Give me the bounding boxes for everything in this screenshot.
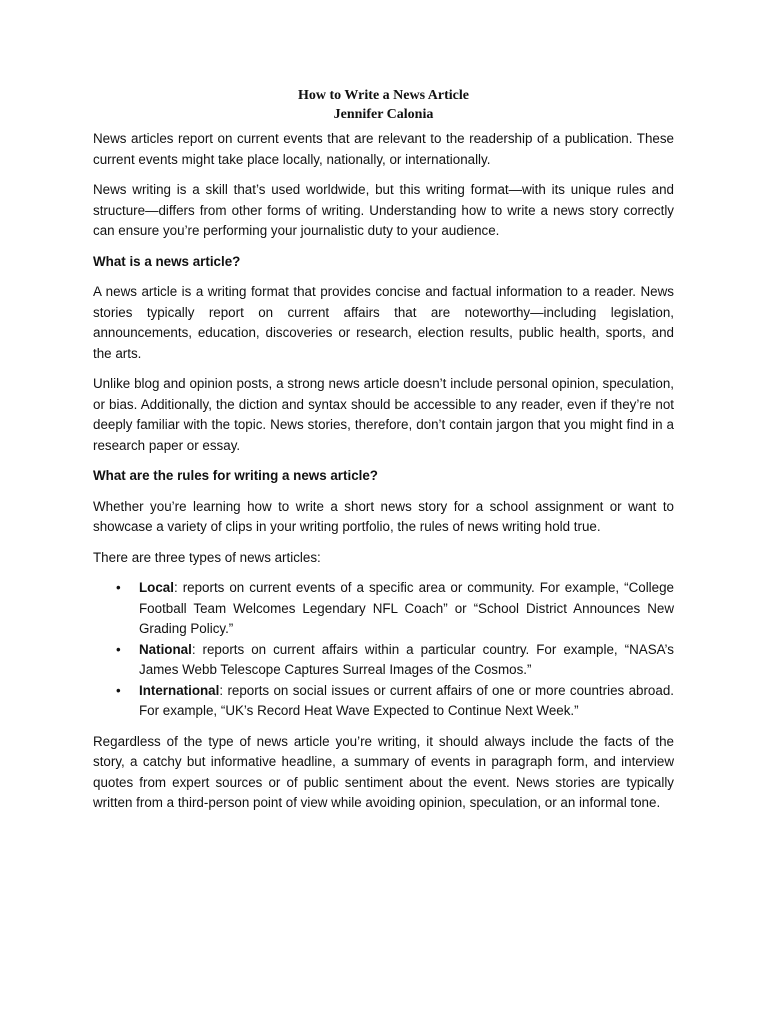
list-item-term: Local — [139, 580, 174, 595]
list-item — [116, 640, 674, 681]
list-item-text: : reports on social issues or current affairs of one or more countries abroad. For example, “UK’s Record Heat Wave Expected to Continue Next Week.” — [139, 682, 674, 718]
paragraph-three-types: There are three types of news articles: — [93, 549, 321, 565]
list-item-term: National — [139, 641, 192, 657]
paragraph-whether: Whether you’re learning how to write a short news story for a school assignment or want to showcase a variety of clips in your writing portfolio, the rules of news writing hold true. — [93, 498, 674, 534]
paragraph-regardless: Regardless of the type of news article you’re writing, it should always include the facts of the story, a catchy but informative headline, a summary of events in paragraph form, and interview quotes from expert sources or of public sentiment about the event. News stories are typically written from a third-person point of view while avoiding opinion, speculation, or an informal tone. — [93, 733, 674, 810]
paragraph-unlike-blog: Unlike blog and opinion posts, a strong news article doesn’t include personal opinion, speculation, or bias. Additionally, the diction and syntax should be accessible to any reader, even if they’re not deeply familiar with the topic. News stories, therefore, don’t contain jargon that you might find in a research paper or essay. — [93, 376, 674, 453]
document-author: Jennifer Calonia — [333, 107, 434, 122]
bullet-icon: • — [116, 641, 121, 657]
heading-rules: What are the rules for writing a news article? — [93, 468, 378, 483]
title-block — [93, 86, 674, 124]
list-item-term: International — [139, 682, 220, 698]
document-title: How to Write a News Article — [298, 88, 469, 103]
list-item-text: : reports on current affairs within a particular country. For example, “NASA’s James Webb Telescope Captures Surreal Images of the Cosmos.” — [139, 641, 674, 677]
news-types-list — [93, 578, 674, 722]
bullet-icon: • — [116, 682, 121, 698]
heading-what-is-news-article: What is a news article? — [93, 253, 241, 269]
bullet-icon: • — [116, 580, 121, 595]
paragraph-news-writing: News writing is a skill that’s used worldwide, but this writing format—with its unique rules and structure—differs from other forms of writing. Understanding how to write a news story correctly can ensure you’re performing your journalistic duty to your audience. — [93, 182, 674, 238]
paragraph-intro: News articles report on current events that are relevant to the readership of a publication. These current events might take place locally, nationally, or internationally. — [93, 131, 674, 167]
list-item — [116, 681, 674, 722]
paragraph-definition: A news article is a writing format that provides concise and factual information to a reader. News stories typically report on current affairs that are noteworthy—including legislation, announcements, education, discoveries or research, election results, public health, sports, and the arts. — [93, 284, 674, 361]
list-item — [116, 578, 674, 640]
list-item-text: : reports on current events of a specific area or community. For example, “College Football Team Welcomes Legendary NFL Coach” or “School District Announces New Grading Policy.” — [139, 580, 674, 636]
